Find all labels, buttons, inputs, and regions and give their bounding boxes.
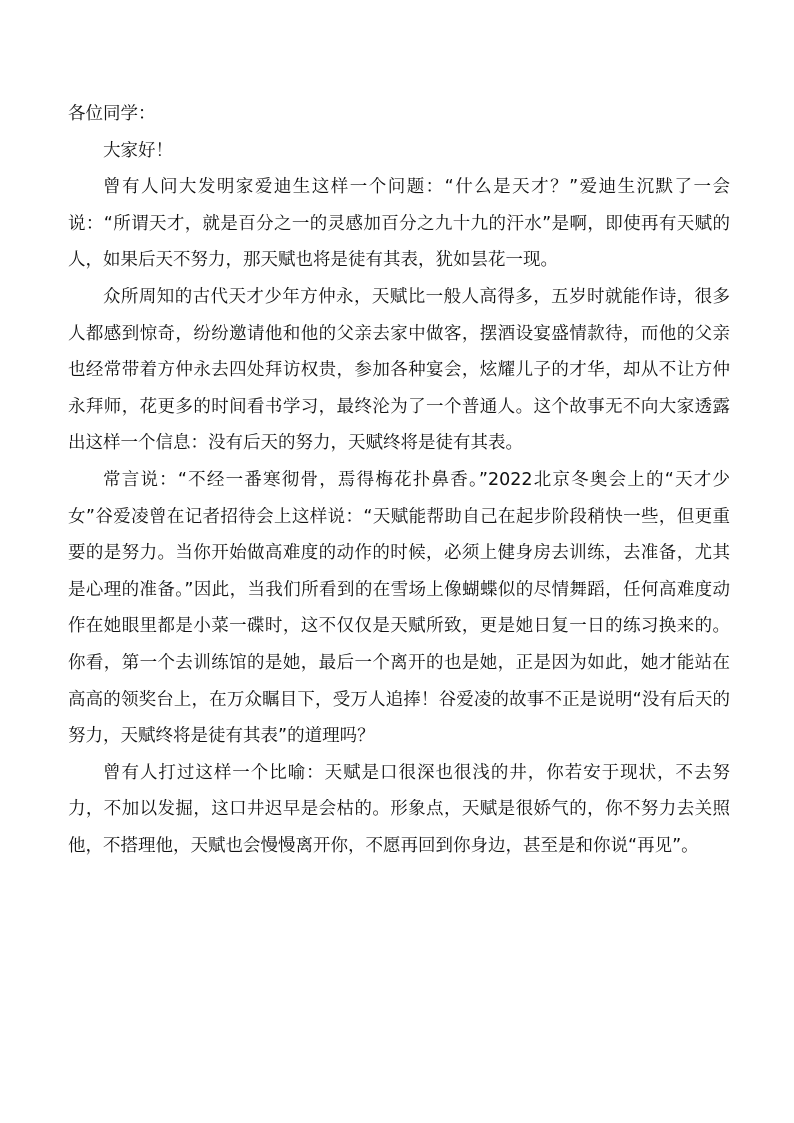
paragraph-fang-zhongyong: 众所周知的古代天才少年方仲永，天赋比一般人高得多，五岁时就能作诗，很多人都感到惊奇，纷纷邀请他和他的父亲去家中做客，摆酒设宴盛情款待，而他的父亲也经常带着方仲永去四处拜访权贵，参加各种宴会，炫耀儿子的才华，却从不让方仲永拜师，花更多的时间看书学习，最终沦为了一个普通人。这个故事无不向大家透露出这样一个信息：没有后天的努力，天赋终将是徒有其表。	[68, 286, 730, 454]
speech-body	[68, 96, 730, 864]
greeting: 大家好！	[103, 140, 173, 161]
paragraph-edison: 曾有人问大发明家爱迪生这样一个问题：“什么是天才？”爱迪生沉默了一会说：“所谓天才，就是百分之一的灵感加百分之九十九的汗水”是啊，即使再有天赋的人，如果后天不努力，那天赋也将是徒有其表，犹如昙花一现。	[68, 177, 730, 271]
salutation: 各位同学：	[68, 104, 156, 124]
paragraph-gu-ailing: 常言说：“不经一番寒彻骨，焉得梅花扑鼻香。”2022北京冬奥会上的“天才少女”谷爱凌曾在记者招待会上这样说：“天赋能帮助自己在起步阶段稍快一些，但更重要的是努力。当你开始做高难度的动作的时候，必须上健身房去训练，去准备，尤其是心理的准备。”因此，当我们所看到的在雪场上像蝴蝶似的尽情舞蹈，任何高难度动作在她眼里都是小菜一碟时，这不仅仅是天赋所致，更是她日复一日的练习换来的。你看，第一个去训练馆的是她，最后一个离开的也是她，正是因为如此，她才能站在高高的领奖台上，在万众瞩目下，受万人追捧！谷爱凌的故事不正是说明“没有后天的努力，天赋终将是徒有其表”的道理吗？	[68, 469, 730, 747]
paragraph-well-metaphor: 曾有人打过这样一个比喻：天赋是口很深也很浅的井，你若安于现状，不去努力，不加以发掘，这口井迟早是会枯的。形象点，天赋是很娇气的，你不努力去关照他，不搭理他，天赋也会慢慢离开你，不愿再回到你身边，甚至是和你说“再见”。	[68, 762, 730, 856]
